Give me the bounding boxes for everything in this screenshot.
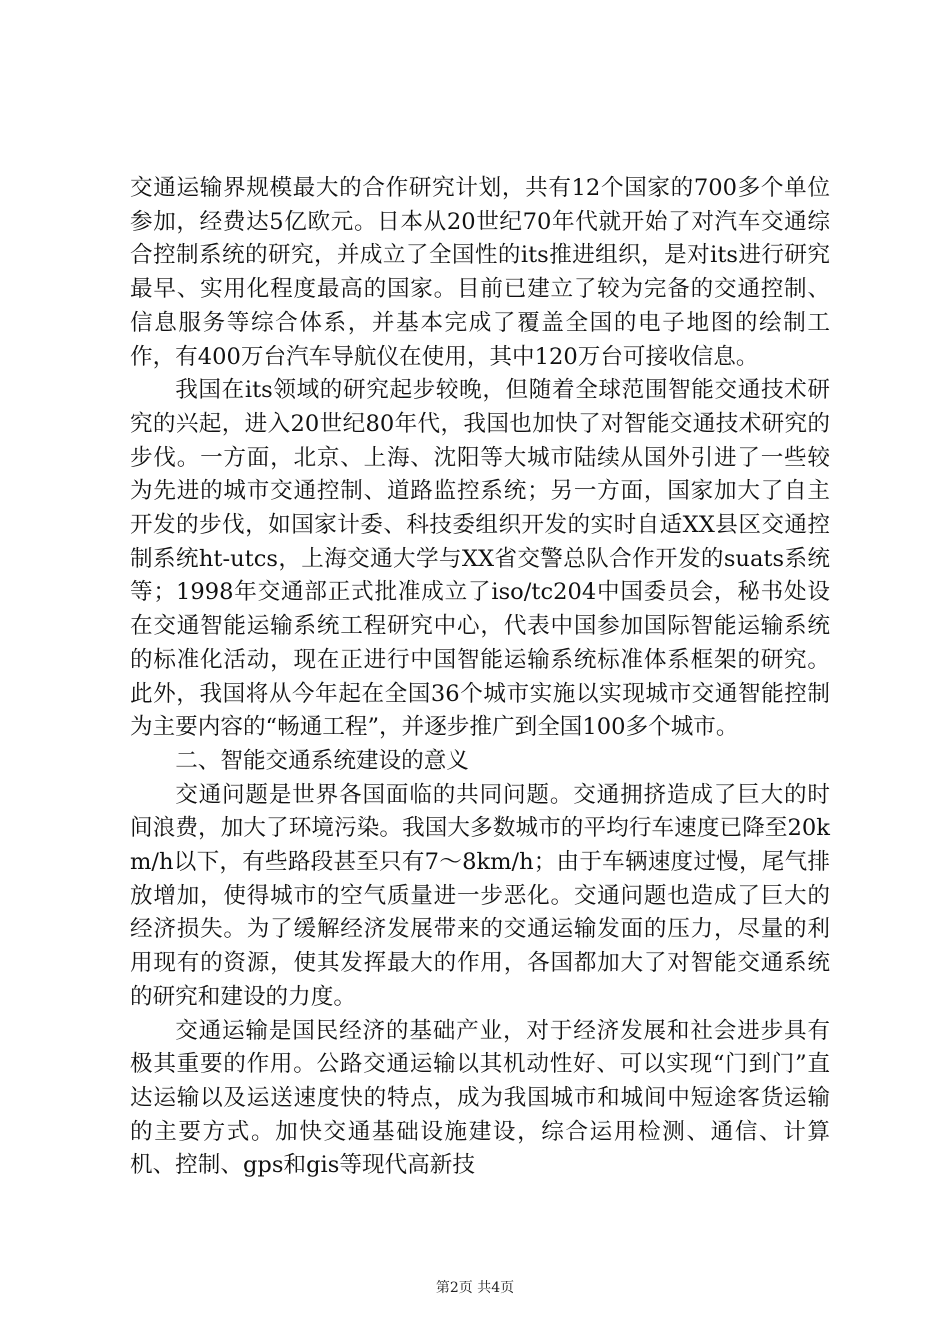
paragraph-its-china: 我国在its领域的研究起步较晚，但随着全球范围智能交通技术研究的兴起，进入20世纪80年代，我国也加快了对智能交通技术研究的步伐。一方面，北京、上海、沈阳等大城市陆续从国外引进了一些较为先进的城市交通控制、道路监控系统；另一方面，国家加大了自主开发的步伐，如国家计委、科技委组织开发的实时自适XX县区交通控制系统ht-utcs，上海交通大学与XX省交警总队合作开发的suats系统等；1998年交通部正式批准成立了iso/tc204中国委员会，秘书处设在交通智能运输系统工程研究中心，代表中国参加国际智能运输系统的标准化活动，现在正进行中国智能运输系统标准体系框架的研究。此外，我国将从今年起在全国36个城市实施以实现城市交通智能控制为主要内容的“畅通工程”，并逐步推广到全国100多个城市。 [130, 377, 830, 741]
section-heading: 二、智能交通系统建设的意义 [175, 747, 469, 774]
paragraph-transport-industry: 交通运输是国民经济的基础产业，对于经济发展和社会进步具有极其重要的作用。公路交通运输以其机动性好、可以实现“门到门”直达运输以及运送速度快的特点，成为我国城市和城间中短途客货运输的主要方式。加快交通基础设施建设，综合运用检测、通信、计算机、控制、gps和gis等现代高新技 [130, 1017, 830, 1179]
paragraph-traffic-problems: 交通问题是世界各国面临的共同问题。交通拥挤造成了巨大的时间浪费，加大了环境污染。我国大多数城市的平均行车速度已降至20km/h以下，有些路段甚至只有7～8km/h；由于车辆速度过慢，尾气排放增加，使得城市的空气质量进一步恶化。交通问题也造成了巨大的经济损失。为了缓解经济发展带来的交通运输发面的压力，尽量的利用现有的资源，使其发挥最大的作用，各国都加大了对智能交通系统的研究和建设的力度。 [130, 781, 830, 1010]
paragraph-continuation: 交通运输界规模最大的合作研究计划，共有12个国家的700多个单位参加，经费达5亿欧元。日本从20世纪70年代就开始了对汽车交通综合控制系统的研究，并成立了全国性的its推进组织，是对its进行研究最早、实用化程度最高的国家。目前已建立了较为完备的交通控制、信息服务等综合体系，并基本完成了覆盖全国的电子地图的绘制工作，有400万台汽车导航仪在使用，其中120万台可接收信息。 [130, 175, 830, 370]
page-footer: 第2页 共4页 [435, 1280, 515, 1296]
document-body [130, 172, 830, 1183]
